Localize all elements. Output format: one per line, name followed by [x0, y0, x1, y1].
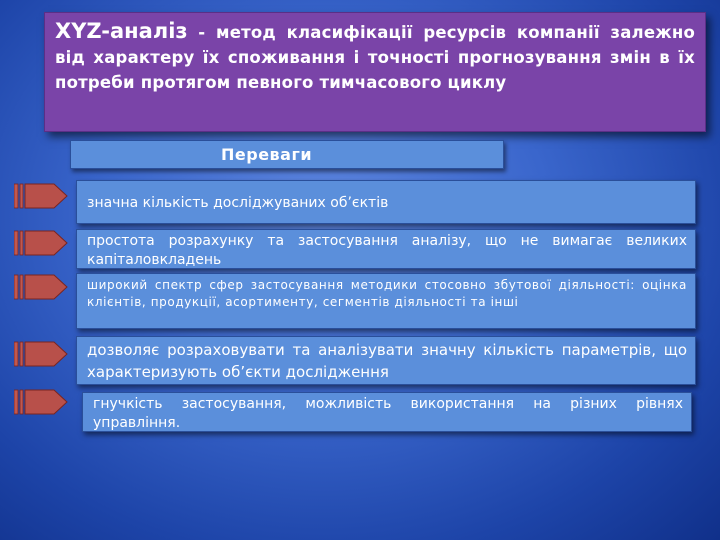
- title-accent: XYZ-аналіз: [55, 19, 188, 43]
- right-arrow-icon: [14, 183, 68, 209]
- advantage-text: гнучкість застосування, можливість використання на різних рівнях управління.: [93, 396, 683, 431]
- advantage-item: [76, 229, 696, 269]
- advantage-item: [76, 273, 696, 329]
- advantage-item: [76, 180, 696, 224]
- right-arrow-icon: [14, 389, 68, 415]
- advantage-item: [82, 392, 692, 432]
- title-box: [44, 12, 706, 132]
- header-label: Переваги: [221, 145, 313, 164]
- right-arrow-icon: [14, 274, 68, 300]
- advantage-text: простота розрахунку та застосування аналізу, що не вимагає великих капіталовкладень: [87, 233, 687, 268]
- right-arrow-icon: [14, 230, 68, 256]
- title-description: - метод класифікації ресурсів компанії залежно від характеру їх споживання і точності прогнозування змін в їх потреби протягом певного тимчасового циклу: [55, 23, 695, 92]
- advantage-text: значна кількість досліджуваних об’єктів: [87, 195, 389, 211]
- title-text: [55, 19, 695, 95]
- advantages-header: [70, 140, 504, 169]
- advantage-text: дозволяє розраховувати та аналізувати значну кількість параметрів, що характеризують об’єкти дослідження: [87, 341, 687, 381]
- advantage-text: широкий спектр сфер застосування методики стосовно збутової діяльності: оцінка клієнтів, продукції, асортименту, сегментів діяльності та інші: [87, 278, 687, 309]
- right-arrow-icon: [14, 341, 68, 367]
- advantage-item: [76, 336, 696, 385]
